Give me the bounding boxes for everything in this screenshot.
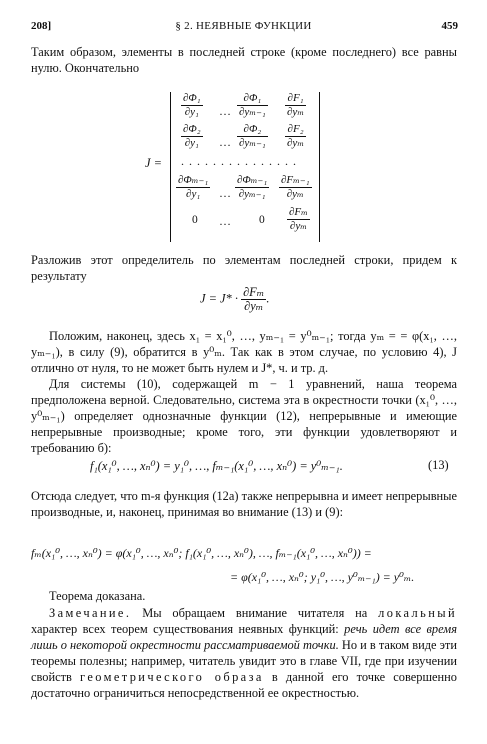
remark-geom-spaced: геометрического образа bbox=[80, 670, 264, 684]
det-r3c2: $\frac{\text{∂Φₘ₋₁}}{\text{∂yₘ₋₁}}$ bbox=[237, 174, 268, 200]
paragraph-set-values: Положим, наконец, здесь x₁ = x₁⁰, …, yₘ₋₁ = y⁰ₘ₋₁; тогда yₘ = = φ(x₁, …, yₘ₋₁), в силу (9), обратится в y⁰ₘ. Так как в этом случае, по условию 4), J отлично от нуля, то не может быть нулем и J*, ч. и тр. д. bbox=[31, 329, 457, 375]
eq-j-fraction: $\frac{\text{∂Fₘ}}{\text{∂yₘ}}$ bbox=[243, 285, 265, 313]
remark-local-spaced: локальный bbox=[378, 606, 457, 620]
running-header: § 2. НЕЯВНЫЕ ФУНКЦИИ bbox=[175, 20, 312, 32]
page-section-ref: 208] bbox=[31, 20, 52, 32]
det-r2c1: $\frac{\text{∂Φ₂}}{\text{∂y₁}}$ bbox=[183, 123, 201, 149]
equation-j-result: J = J* · $\frac{\text{∂Fₘ}}{\text{∂yₘ}}$ . bbox=[200, 285, 270, 313]
determinant-left-bar bbox=[170, 92, 171, 242]
paragraph-intro: Таким образом, элементы в последней строке (кроме последнего) все равны нулю. Окончательно bbox=[31, 45, 457, 75]
determinant-right-bar bbox=[319, 92, 320, 242]
det-r2-hdots: … bbox=[219, 135, 232, 149]
determinant-lhs: J = bbox=[145, 156, 162, 170]
det-r1-hdots: … bbox=[219, 104, 232, 118]
det-last-zero-2: 0 bbox=[259, 214, 265, 226]
det-last-hdots: … bbox=[219, 214, 232, 228]
remark-label: Замечание. bbox=[49, 606, 132, 620]
det-last-zero-1: 0 bbox=[192, 214, 198, 226]
det-r3-hdots: … bbox=[219, 186, 232, 200]
det-r2c2: $\frac{\text{∂Φ₂}}{\text{∂yₘ₋₁}}$ bbox=[239, 123, 266, 149]
det-r2c3: $\frac{\text{∂F₂}}{\text{∂yₘ}}$ bbox=[287, 123, 305, 149]
paragraph-conclusion: Отсюда следует, что m-я функция (12а) также непрерывна и имеет непрерывные производные, и, наконец, принимая во внимание (13) и (9): bbox=[31, 489, 457, 519]
equation-fm-line2: = φ(x₁⁰, …, xₙ⁰; y₁⁰, …, y⁰ₘ₋₁) = y⁰ₘ. bbox=[230, 570, 415, 584]
eq-j-lhs: J = J* · bbox=[200, 291, 238, 306]
jacobian-determinant bbox=[0, 88, 487, 248]
page-number: 459 bbox=[441, 20, 458, 32]
paragraph-system: Для системы (10), содержащей m − 1 уравнений, наша теорема предположена верной. Следовательно, система эта в окрестности точки (x₁⁰, …, y⁰ₘ₋₁) определяет однозначные функции (12), непрерывные и имеющие непрерывные производные; кроме того, эти функции удовлетворяют и требованию б): bbox=[31, 377, 457, 455]
det-r1c3: $\frac{\text{∂F₁}}{\text{∂yₘ}}$ bbox=[287, 92, 305, 118]
det-r1c1: $\frac{\text{∂Φ₁}}{\text{∂y₁}}$ bbox=[183, 92, 201, 118]
remark-paragraph: Замечание. Мы обращаем внимание читателя на локальный характер всех теорем существования неявных функций: речь идет все время лишь о некоторой окрестности рассматриваемой точки. Но и в таком виде эти теоремы полезны; например, читатель увидит это в главе VII, где при изучении свойств геометрического образа в данной его точке совершенно достаточно ограничиться непосредственной ее окрестностью. bbox=[31, 606, 457, 700]
equation-13: f₁(x₁⁰, …, xₙ⁰) = y₁⁰, …, fₘ₋₁(x₁⁰, …, xₙ⁰) = y⁰ₘ₋₁. bbox=[90, 459, 343, 473]
theorem-proved: Теорема доказана. bbox=[49, 589, 146, 603]
det-r1c2: $\frac{\text{∂Φ₁}}{\text{∂yₘ₋₁}}$ bbox=[239, 92, 266, 118]
det-last-fraction: $\frac{\text{∂Fₘ}}{\text{∂yₘ}}$ bbox=[289, 206, 308, 232]
equation-fm-line1: fₘ(x₁⁰, …, xₙ⁰) = φ(x₁⁰, …, xₙ⁰; f₁(x₁⁰, …, xₙ⁰), …, fₘ₋₁(x₁⁰, …, xₙ⁰)) = bbox=[31, 546, 372, 560]
det-r3c3: $\frac{\text{∂Fₘ₋₁}}{\text{∂yₘ}}$ bbox=[281, 174, 310, 200]
det-vdots-row: . . . . . . . . . . . . . . . bbox=[181, 154, 297, 168]
remark-italic: речь идет все время лишь о некоторой окрестности рассматриваемой точки. bbox=[31, 622, 457, 652]
paragraph-expand: Разложив этот определитель по элементам последней строки, придем к результату bbox=[31, 253, 457, 283]
det-r3c1: $\frac{\text{∂Φₘ₋₁}}{\text{∂y₁}}$ bbox=[178, 174, 209, 200]
equation-13-number: (13) bbox=[428, 458, 449, 472]
